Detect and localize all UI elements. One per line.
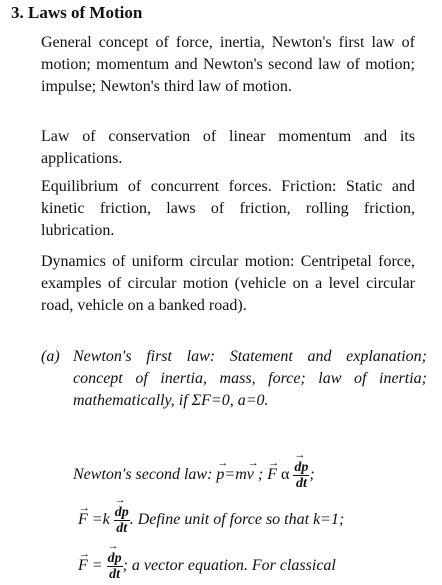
subsection-text: Newton's first law: Statement and explanation; concept of inertia, mass, force; law of inertia; mathematically, if ΣF=0, a=0. bbox=[73, 348, 427, 409]
equals-k: =k bbox=[91, 511, 110, 529]
paragraph-equilibrium-friction: Equilibrium of concurrent forces. Friction: Static and kinetic friction, laws of friction, rolling friction, lubrication. bbox=[41, 178, 415, 239]
equation-second-law bbox=[73, 460, 315, 491]
force-vector-3: → F bbox=[78, 555, 88, 577]
subsection-label: (a) bbox=[41, 348, 60, 365]
section-heading: 3. Laws of Motion bbox=[11, 3, 143, 22]
fraction-denominator-2: dt bbox=[116, 521, 128, 536]
fraction-numerator: → dp bbox=[293, 460, 309, 476]
semicolon: ; bbox=[257, 466, 264, 484]
semicolon-2: ; bbox=[309, 466, 315, 484]
paragraph-momentum-conservation: Law of conservation of linear momentum and its applications. bbox=[41, 128, 415, 167]
velocity-vector: → v bbox=[247, 464, 254, 486]
equals-m: =m bbox=[224, 466, 247, 484]
fraction-numerator-2: → dp bbox=[114, 505, 130, 521]
proportional-symbol: α bbox=[281, 466, 290, 484]
fraction-numerator-3: → dp bbox=[107, 551, 123, 567]
momentum-vector: → p bbox=[216, 464, 224, 486]
force-vector: → F bbox=[267, 464, 277, 486]
force-vector-2: → F bbox=[78, 509, 88, 531]
equation-vector bbox=[78, 551, 336, 582]
fraction-denominator: dt bbox=[295, 476, 307, 491]
dp-dt-fraction bbox=[293, 460, 309, 491]
vector-equation-text: ; a vector equation. For classical bbox=[122, 557, 336, 575]
fraction-denominator-3: dt bbox=[109, 567, 121, 582]
equation-f-equals-k bbox=[78, 505, 344, 536]
dp-dt-fraction-2 bbox=[114, 505, 130, 536]
paragraph-circular-motion: Dynamics of uniform circular motion: Centripetal force, examples of circular motion (vehicle on a level circular road, vehicle on a banked road). bbox=[41, 253, 415, 314]
dp-dt-fraction-3 bbox=[107, 551, 123, 582]
second-law-prefix: Newton's second law: bbox=[73, 466, 213, 484]
unit-definition-text: . Define unit of force so that k=1; bbox=[129, 511, 345, 529]
equals-sign: = bbox=[91, 557, 103, 575]
paragraph-newtons-laws: General concept of force, inertia, Newton's first law of motion; momentum and Newton's second law of motion; impulse; Newton's third law of motion. bbox=[41, 34, 415, 95]
